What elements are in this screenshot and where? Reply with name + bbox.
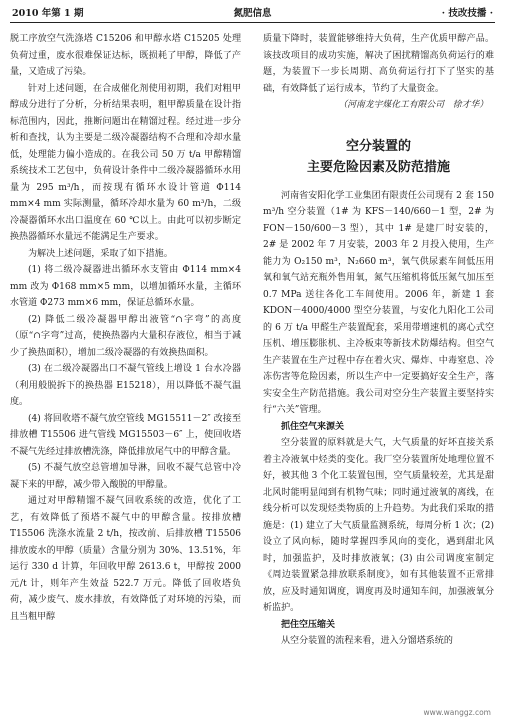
paragraph: 从空分装置的流程来看，进入分馏塔系统的: [281, 636, 453, 646]
paragraph: (4) 将回收塔不凝气放空管线 MG15511－2″ 改接至排放槽 T15506 进气管线 MG15503－6″ 上，使回收塔不凝气先经过排放槽洗涤，降低排放尾气中的甲醇含量。: [10, 413, 241, 457]
paragraph: (2) 降低二级冷凝器甲醇出液管“∩字弯”的高度（原“∩字弯”过高，使换热器内大量积存液位，相当于减少了换热面积），增加二级冷凝器的有效换热面积。: [10, 314, 241, 358]
section-heading: 抓住空气来源关: [281, 421, 345, 432]
journal-title: 氮肥信息: [233, 8, 272, 19]
article-title-line2: 主要危险因素及防范措施: [306, 159, 450, 175]
section-heading: 把住空压缩关: [281, 619, 336, 630]
page-header: [12, 6, 493, 22]
header-rule: [10, 22, 495, 23]
paragraph: 为解决上述问题，采取了如下措施。: [28, 248, 173, 259]
article-title-line1: 空分装置的: [345, 138, 411, 154]
paragraph: 脱工序放空气洗涤塔 C15206 和甲醇水塔 C15205 处理负荷过重，废水很难保证达标，既损耗了甲醇，降低了产量，又造成了污染。: [10, 34, 241, 77]
paragraph: 针对上述问题，在合成催化剂使用初期，我们对粗甲醇成分进行了分析，分析结果表明，粗甲醇质量在设计指标范围内，因此，推断问题出在精馏过程。经过进一步分析和查找，认为主要是二级冷凝器结构不合理和冷却水量低，处理能力偏小造成的。在我公司 50 万 t/a 甲醇精馏系统技术工艺包中，负荷设计条件中二级冷凝器循环水用量为 295 m³/h，而按现有循环水设计管道 Φ114 mm×4 mm 实际测量，循环冷却水量为 60 m³/h，二级冷凝器循环水出口温度在 60 ℃以上。由此可以初步断定换热器循环水量远不能满足生产要求。: [10, 83, 241, 242]
paragraph: (1) 将二级冷凝器进出循环水支管由 Φ114 mm×4 mm 改为 Φ168 mm×5 mm，以增加循环水量，主循环水管道 Φ273 mm×6 mm，保证总循环水量。: [10, 265, 241, 308]
paragraph: (5) 不凝气放空总管增加导淋，回收不凝气总管中冷凝下来的甲醇，减少带入酸脱的甲醇量。: [10, 463, 241, 490]
right-column: [263, 31, 494, 716]
paragraph: 质量下降时，装置能够维持大负荷，生产优质甲醇产品。该技改项目的成功实施，解决了困扰精馏高负荷运行的难题，为装置下一步长周期、高负荷运行打下了坚实的基础，有效降低了运行成本，节约了大量资金。: [263, 34, 494, 94]
column-label: · 技改技播 ·: [441, 8, 493, 19]
paragraph: 河南省安阳化学工业集团有限责任公司现有 2 套 150 m³/h 空分装置（1# 为 KFS－140/660－1 型，2# 为 FON－150/600－3 型），其中 1# 是建厂时安装的，2# 是 2002 年 7 月安装，2003 年 2 月投入使用，生产能力为 O₂150 m³，N₂660 m³，氧气供尿素车间低压用氧和氧气站充瓶外售用氧，氮气压缩机将低压氮气加压至 0.7 MPa 送往各化工车间使用。2006 年，新建 1 套 KDON－4000/4000 型空分装置，与安化九阳化工公司的 6 万 t/a 甲醛生产装置配套，采用带增速机的离心式空压机、增压膨胀机、主冷板束等新技术防爆结构。但空气生产装置在生产过程中存在着火灾、爆炸、中毒窒息、冷冻伤害等危险因素，所以生产中一定要搞好安全生产，落实安全生产防范措施。我公司对空分生产装置主要坚持实行“六关”管理。: [263, 190, 494, 415]
paragraph: 空分装置的原料就是大气，大气质量的好坏直接关系着主冷液氧中烃类的变化。我厂空分装置所处地理位置不好，被其他 3 个化工装置包围，空气质量较差，尤其是甜北风时能明显闻到有机物气味；同时通过液氧的离线，在线分析可以发现烃类物质的上升趋势。为此我们采取的措施是：(1) 建立了大气质量监测系统，每周分析 1 次；(2) 设立了风向标，随时掌握四季风向的变化，遇到甜北风时，加强监护，及时排放液氧；(3) 由公司调度室制定《周边装置紧急排放联系制度》，如有其他装置不正常排放，应及时通知调度，调度再及时通知车间，加强液氧分析监护。: [263, 438, 494, 613]
author-signature: （河南龙宇煤化工有限公司 徐才华）: [338, 100, 488, 110]
issue-label: 2010 年第 1 期: [12, 8, 84, 19]
watermark: www.wanggz.com: [423, 708, 491, 717]
paragraph: (3) 在二级冷凝器出口不凝气管线上增设 1 台水冷器（利用般脱拆下的换热器 E15218），用以降低不凝气温度。: [10, 364, 241, 407]
left-column: [10, 31, 241, 716]
paragraph: 通过对甲醇精馏不凝气回收系统的改造，优化了工艺，有效降低了预塔不凝气中的甲醇含量。按排放槽 T15506 洗涤水流量 2 t/h，按改前、后排放槽 T15506 排放废水的甲醇（质量）含量分别为 30%、13.51%，年运行 330 d 计算，年回收甲醇 2613.6 t，甲醇按 2000 元/t 计，则年产生效益 522.7 万元。降低了回收塔负荷，减少废气、废水排放，有效降低了对环境的污染，而且当粗甲醇: [10, 496, 241, 622]
